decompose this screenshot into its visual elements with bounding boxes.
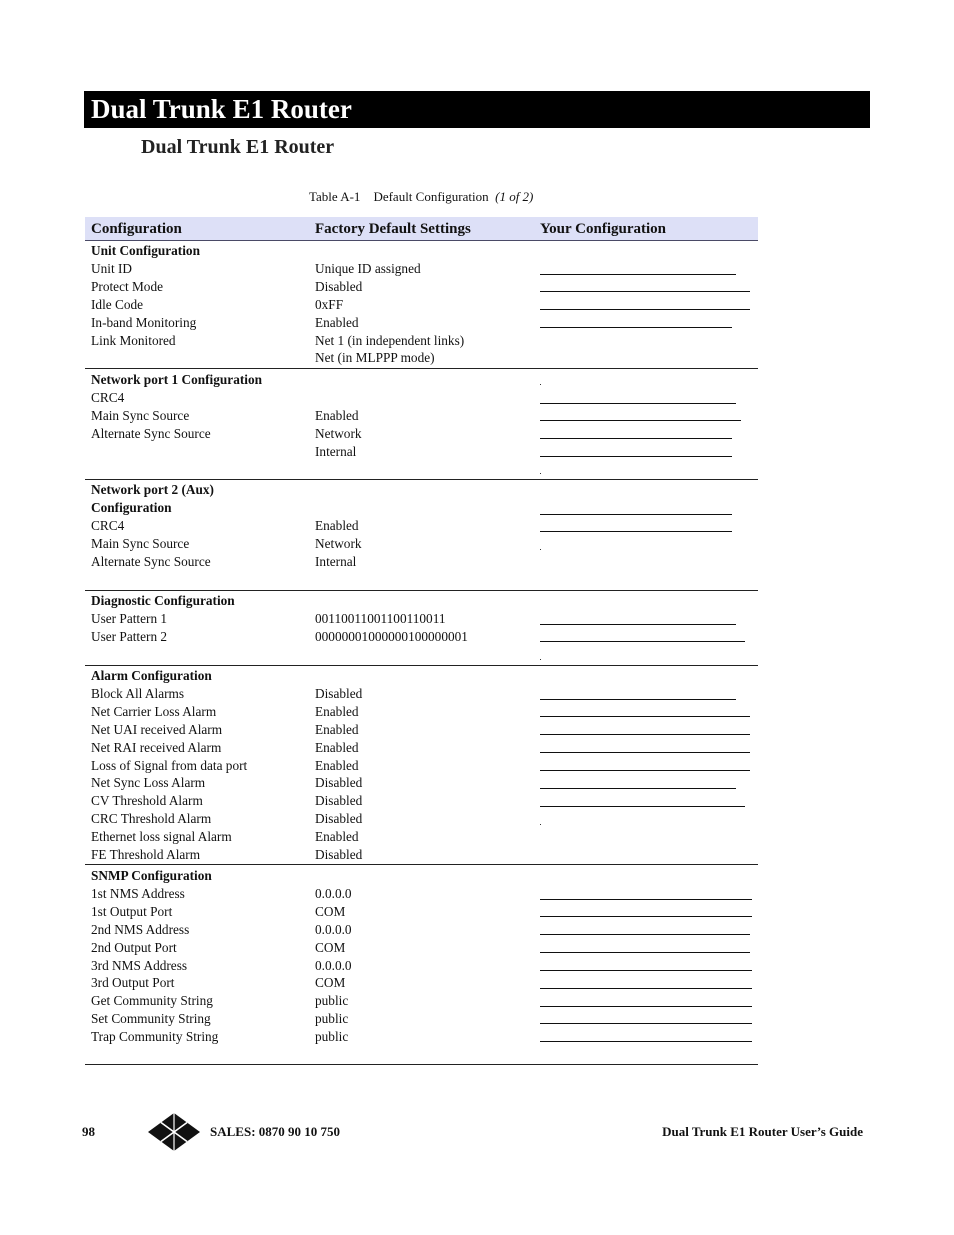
stray-mark	[540, 824, 541, 825]
your-configuration-blank	[540, 1006, 752, 1007]
factory-default-value: Enabled	[315, 757, 359, 773]
config-label: CRC Threshold Alarm	[91, 811, 212, 827]
factory-default-value: COM	[315, 975, 346, 991]
section-heading: Network port 2 (Aux)	[91, 482, 214, 497]
your-configuration-blank	[540, 1041, 752, 1042]
factory-default-value: Enabled	[315, 314, 359, 330]
factory-default-value: 00000001000000100000001	[315, 628, 468, 644]
config-label: Protect Mode	[91, 278, 164, 294]
factory-default-value: Enabled	[315, 703, 359, 719]
section-heading: Alarm Configuration	[91, 668, 212, 683]
config-label: 3rd NMS Address	[91, 957, 188, 973]
banner-title: Dual Trunk E1 Router	[91, 94, 352, 124]
your-configuration-blank	[540, 438, 732, 439]
your-configuration-blank	[540, 752, 750, 753]
factory-default-value: Enabled	[315, 739, 359, 755]
column-header-your-configuration: Your Configuration	[540, 221, 666, 237]
config-label: 1st Output Port	[91, 903, 173, 919]
page-number: 98	[82, 1124, 95, 1139]
caption-title: Default Configuration	[373, 189, 489, 204]
column-header-configuration: Configuration	[91, 221, 182, 237]
your-configuration-blank	[540, 456, 732, 457]
sales-phone: SALES: 0870 90 10 750	[210, 1124, 341, 1139]
config-label: Loss of Signal from data port	[91, 757, 248, 773]
your-configuration-blank	[540, 899, 752, 900]
column-header-factory-default: Factory Default Settings	[315, 221, 471, 237]
config-label: Get Community String	[91, 993, 213, 1009]
your-configuration-blank	[540, 641, 745, 642]
your-configuration-blank	[540, 274, 736, 275]
section-title: Dual Trunk E1 Router	[141, 136, 335, 158]
your-configuration-blank	[540, 531, 732, 532]
chapter-banner	[84, 91, 870, 128]
stray-mark	[540, 473, 541, 474]
your-configuration-blank	[540, 806, 745, 807]
your-configuration-blank	[540, 734, 750, 735]
section-separator	[85, 665, 758, 666]
your-configuration-blank	[540, 403, 736, 404]
config-label: Net UAI received Alarm	[91, 721, 223, 737]
factory-default-value: Disabled	[315, 775, 363, 791]
table-header-row	[85, 217, 758, 241]
section-heading: Configuration	[91, 499, 172, 515]
your-configuration-blank	[540, 699, 736, 700]
factory-default-value: Unique ID assigned	[315, 260, 421, 276]
your-configuration-blank	[540, 952, 750, 953]
your-configuration-blank	[540, 1023, 752, 1024]
factory-default-value: public	[315, 1011, 349, 1027]
config-label: User Pattern 1	[91, 610, 168, 626]
factory-default-value: 00110011001100110011	[315, 610, 446, 626]
stray-mark	[540, 549, 541, 550]
section-separator	[85, 1064, 758, 1065]
your-configuration-blank	[540, 970, 752, 971]
section-heading: Network port 1 Configuration	[91, 372, 263, 387]
factory-default-value: 0.0.0.0	[315, 921, 352, 937]
your-configuration-blank	[540, 770, 750, 771]
factory-default-value: Network	[315, 425, 362, 441]
factory-default-value: Disabled	[315, 278, 363, 294]
your-configuration-blank	[540, 309, 750, 310]
config-label: Link Monitored	[91, 332, 176, 348]
factory-default-value: Net 1 (in independent links)	[315, 332, 465, 348]
factory-default-value: 0.0.0.0	[315, 957, 352, 973]
section-heading: Unit Configuration	[91, 243, 200, 258]
config-label: Set Community String	[91, 1011, 211, 1027]
stray-mark	[540, 384, 541, 385]
guide-title: Dual Trunk E1 Router User’s Guide	[662, 1124, 863, 1139]
factory-default-value: Enabled	[315, 407, 359, 423]
config-label: Alternate Sync Source	[91, 425, 211, 441]
factory-default-value: Net (in MLPPP mode)	[315, 350, 435, 366]
config-label: 2nd NMS Address	[91, 921, 190, 937]
factory-default-value: Internal	[315, 443, 357, 459]
your-configuration-blank	[540, 514, 732, 515]
your-configuration-blank	[540, 916, 752, 917]
stray-mark	[540, 659, 541, 660]
factory-default-value: Disabled	[315, 793, 363, 809]
factory-default-value: 0.0.0.0	[315, 885, 352, 901]
config-label: In-band Monitoring	[91, 314, 197, 330]
factory-default-value: COM	[315, 903, 346, 919]
factory-default-value: 0xFF	[315, 296, 344, 312]
config-label: CV Threshold Alarm	[91, 793, 203, 809]
config-label: Net Carrier Loss Alarm	[91, 703, 217, 719]
config-label: CRC4	[91, 389, 125, 405]
your-configuration-blank	[540, 988, 752, 989]
config-label: Block All Alarms	[91, 685, 185, 701]
your-configuration-blank	[540, 420, 741, 421]
config-label: User Pattern 2	[91, 628, 168, 644]
config-label: 1st NMS Address	[91, 885, 185, 901]
factory-default-value: Enabled	[315, 721, 359, 737]
config-label: 2nd Output Port	[91, 939, 177, 955]
factory-default-value: Internal	[315, 553, 357, 569]
factory-default-value: Enabled	[315, 517, 359, 533]
caption-part: (1 of 2)	[495, 189, 534, 204]
factory-default-value: COM	[315, 939, 346, 955]
section-separator	[85, 479, 758, 480]
config-label: Alternate Sync Source	[91, 553, 211, 569]
config-label: Main Sync Source	[91, 535, 190, 551]
factory-default-value: Disabled	[315, 685, 363, 701]
config-label: Ethernet loss signal Alarm	[91, 829, 232, 845]
config-label: Idle Code	[91, 296, 144, 312]
your-configuration-blank	[540, 624, 736, 625]
factory-default-value: Disabled	[315, 847, 363, 862]
config-label: FE Threshold Alarm	[91, 847, 201, 862]
your-configuration-blank	[540, 788, 736, 789]
section-separator	[85, 368, 758, 369]
section-separator	[85, 590, 758, 591]
your-configuration-blank	[540, 716, 750, 717]
factory-default-value: Network	[315, 535, 362, 551]
factory-default-value: public	[315, 993, 349, 1009]
config-label: Trap Community String	[91, 1029, 219, 1045]
your-configuration-blank	[540, 291, 750, 292]
section-separator	[85, 864, 758, 865]
your-configuration-blank	[540, 934, 750, 935]
factory-default-value: Disabled	[315, 811, 363, 827]
caption-label: Table A-1	[309, 189, 361, 204]
config-label: Unit ID	[91, 260, 132, 276]
section-heading: SNMP Configuration	[91, 868, 212, 883]
factory-default-value: public	[315, 1029, 349, 1045]
table-caption	[309, 189, 533, 205]
config-label: Net RAI received Alarm	[91, 739, 222, 755]
config-label: Main Sync Source	[91, 407, 190, 423]
company-logo	[147, 1112, 201, 1152]
config-label: Net Sync Loss Alarm	[91, 775, 206, 791]
your-configuration-blank	[540, 327, 732, 328]
factory-default-value: Enabled	[315, 829, 359, 845]
config-label: CRC4	[91, 517, 125, 533]
config-label: 3rd Output Port	[91, 975, 175, 991]
section-heading: Diagnostic Configuration	[91, 593, 235, 608]
